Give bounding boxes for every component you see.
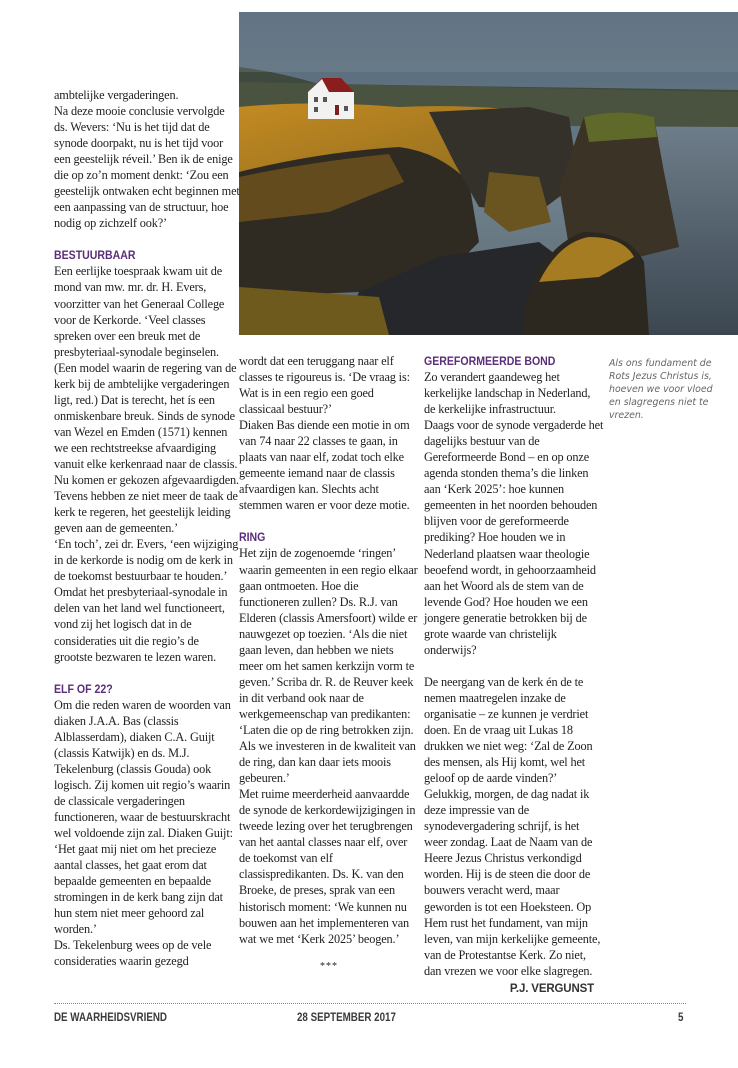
paragraph: ambtelijke vergaderingen. (54, 88, 179, 102)
paragraph: Diaken Bas diende een motie in om van 74 naar 22 classes te gaan, in plaats van naar elf, zodat toch elke gemeente iemand naar de classis afvaardigen kan. Slechts acht stemmen waren er voor deze motie. (239, 418, 410, 513)
coastal-cliff-house-image (239, 12, 738, 335)
paragraph: Daags voor de synode vergaderde het dagelijks bestuur van de Gereformeerde Bond – en op onze agenda stonden thema’s die linken aan ‘Kerk 2025’: hoe kunnen gemeenten in het noorden behouden blijven voor de gereformeerde prediking? Hoe houden we in Nederland plaatsen waar theologie beoefend wordt, in gehoorzaamheid aan het Woord als de stem van de levende God? Hoe houden we een jongere generatie betrokken bij de grote waarde van christelijk onderwijs? (424, 418, 604, 657)
article-column-1 (54, 87, 240, 969)
paragraph: Een eerlijke toespraak kwam uit de mond van mw. mr. dr. H. Evers, voorzitter van het Generaal College voor de Kerkorde. ‘Veel classes spreken over een breuk met de presbyteriaal-synodale beginselen. (Een model waarin de regering van de kerk bij de ambtelijke vergaderingen ligt, red.) Dat is terecht, het ís een onmiskenbare breuk. Sinds de synode van Wezel en Emden (1571) kennen we een rechtstreekse afvaardiging vanuit elke kerkenraad naar de classis. Nu komen er gekozen afgevaardigden. Tevens hebben ze niet meer de taak de kerk te regeren, het geestelijk leiding geven aan de gemeenten.’ (54, 264, 239, 536)
section-separator: *** (320, 960, 338, 972)
footer-publication-name: DE WAARHEIDSVRIEND (54, 1012, 167, 1024)
footer-date: 28 SEPTEMBER 2017 (297, 1012, 396, 1024)
section-heading-ring: RING (239, 530, 266, 545)
article-column-2 (239, 353, 419, 975)
photo-caption: Als ons fundament de Rots Jezus Christus is, hoeven we voor vloed en slagregens niet te vrezen. (609, 358, 713, 422)
paragraph: Om die reden waren de woorden van diaken J.A.A. Bas (classis Alblasserdam), diaken C.A. Guijt (classis Katwijk) en ds. M.J. Tekelenburg (classis Gouda) ook logisch. Zij komen uit regio’s waarin de classicale vergaderingen functioneren, waar de bestuurskracht wel voldoende zijn zal. Diaken Guijt: ‘Het gaat mij niet om het precieze aantal classes, het gaat erom dat bepaalde gemeenten en bepaalde stromingen in de kerk bang zijn dat hun stem niet meer gehoord zal worden.’ (54, 697, 233, 937)
paragraph: Ds. Tekelenburg wees op de vele consideraties waarin gezegd (54, 938, 212, 969)
article-photo (239, 12, 738, 335)
paragraph: ‘En toch’, zei dr. Evers, ‘een wijziging in de kerkorde is nodig om de kerk in de toekomst bestuurbaar te houden.’ Omdat het presbyteriaal-synodale in delen van het land wel functioneert, vond zij het logisch dat in de consideraties uit die regio’s de grootste bezwaren te lezen waren. (54, 537, 239, 664)
section-heading-bestuurbaar: BESTUURBAAR (54, 248, 136, 263)
section-heading-gereformeerde-bond: GEREFORMEERDE BOND (424, 354, 556, 368)
paragraph: wordt dat een teruggang naar elf classes te rigoureus is. ‘De vraag is: Wat is in een regio een goed classicaal bestuur?’ (239, 354, 410, 417)
paragraph: Zo verandert gaandeweg het kerkelijke landschap in Nederland, de kerkelijke infrastructuur. (424, 370, 591, 417)
paragraph: Gelukkig, morgen, de dag nadat ik deze impressie van de synodevergadering schrijf, is het weer zondag. Laat de Naam van de Heere Jezus Christus verkondigd worden. Hij is de steen die door de bouwers veracht werd, maar geworden is tot een Hoeksteen. Op Hem rust het fundament, van mijn leven, van mijn kerkelijke gemeente, van de Protestantse Kerk. Zo niet, dan vrezen we voor elke slagregen. (424, 787, 601, 978)
footer-divider (54, 1003, 686, 1004)
author-byline: P.J. VERGUNST (509, 982, 594, 995)
section-heading-elf-of-22: ELF OF 22? (54, 681, 113, 696)
paragraph: De neergang van de kerk én de te nemen maatregelen inzake de organisatie – ze kunnen je verdriet doen. En de vraag uit Lukas 18 drukken we niet weg: ‘Zal de Zoon des mensen, als Hij komt, wel het geloof op de aarde vinden?’ (424, 674, 593, 786)
article-column-3 (424, 353, 604, 997)
paragraph: Het zijn de zogenoemde ‘ringen’ waarin gemeenten in een regio elkaar gaan ontmoeten. Hoe die functioneren zullen? Ds. R.J. van Elderen (classis Amersfoort) wilde er nauwgezet op toezien. ‘Als die niet gaan leven, dan hebben we niets meer om het samen kerkzijn vorm te geven.’ Scriba dr. R. de Reuver keek in dit verband ook naar de werkgemeenschap van predikanten: ‘Laten die op de ring betrokken zijn. Als we investeren in de kwaliteit van de ring, dan kan daar iets moois gebeuren.’ (239, 546, 418, 786)
paragraph: Na deze mooie conclusie vervolgde ds. Wevers: ‘Nu is het tijd dat de synode doorpakt, nu is het tijd voor een geestelijk réveil.’ Ben ik de enige die op zo’n moment denkt: ‘Zou een geestelijk ontwaken echt beginnen met een aanpassing van de structuur, hoe nodig op zichzelf ook?’ (54, 104, 240, 231)
paragraph: Met ruime meerderheid aanvaardde de synode de kerkordewijzigingen in tweede lezing over het terugbrengen van het aantal classes naar elf, over de toekomst van elf classispredikanten. Ds. K. van den Broeke, de preses, sprak van een historisch moment: ‘We kunnen nu bouwen aan het implementeren van wat we met ‘Kerk 2025’ beogen.’ (239, 787, 416, 946)
footer-page-number: 5 (678, 1012, 684, 1024)
